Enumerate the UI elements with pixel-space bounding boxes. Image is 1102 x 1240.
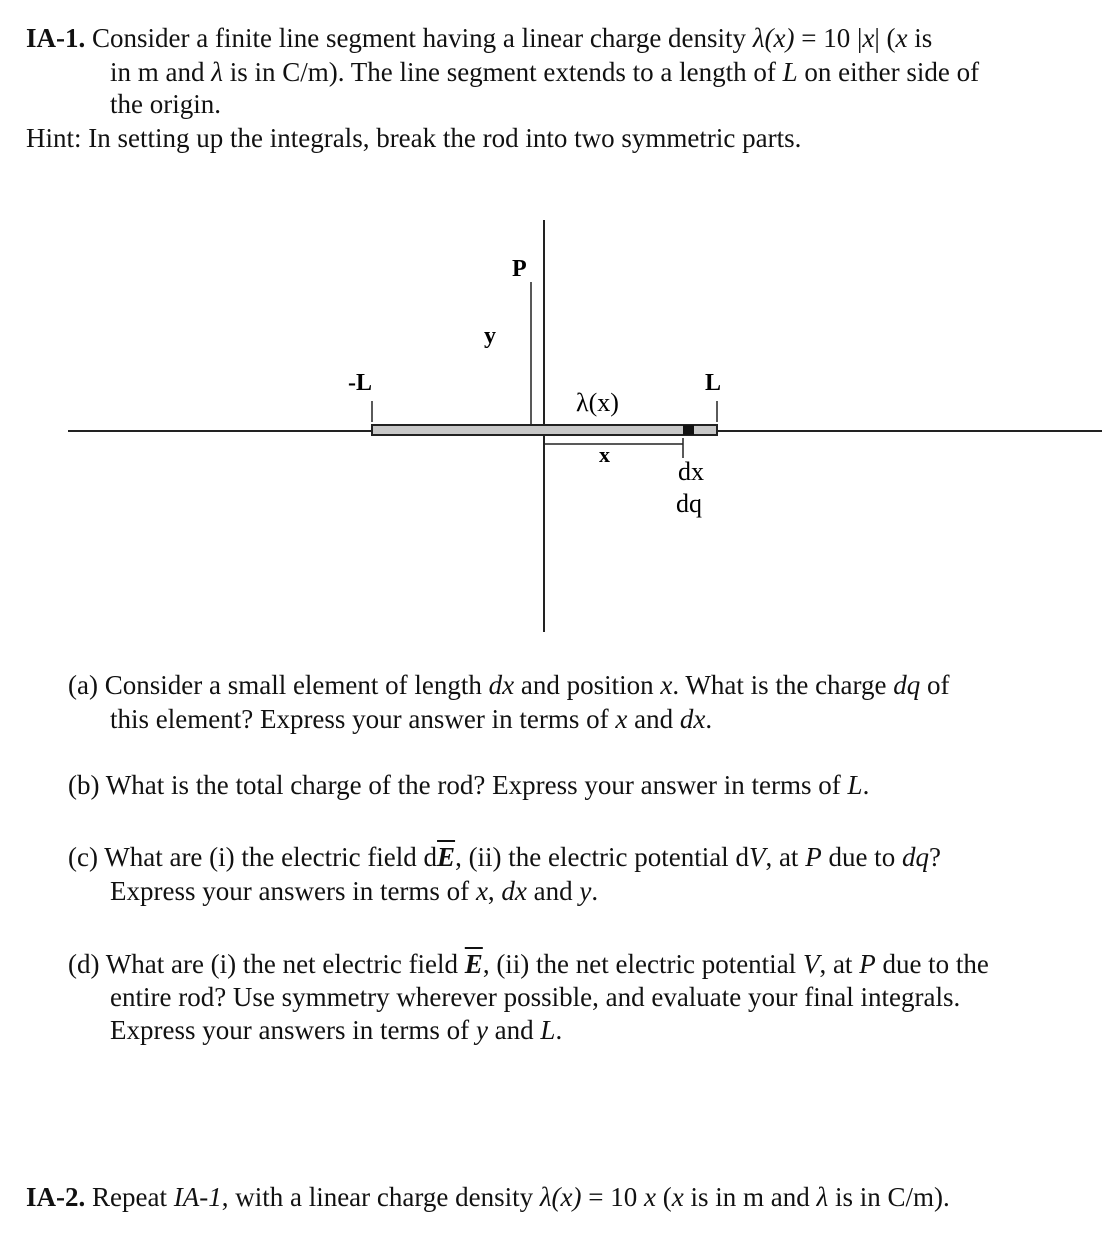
text: What are (i) the net electric field	[105, 949, 465, 979]
text: , at	[819, 949, 860, 979]
problem-1-line-1	[26, 22, 932, 54]
text: 10	[610, 1182, 645, 1212]
vector-E: $\overline{E}$	[437, 842, 456, 872]
text: .	[862, 770, 870, 800]
part-d-line-2: entire rod? Use symmetry wherever possible, and evaluate your final integrals.	[110, 982, 961, 1012]
text: .	[705, 704, 713, 734]
part-d-line-3	[110, 1014, 562, 1046]
text: and position	[514, 670, 661, 700]
text: in m and	[110, 57, 212, 87]
hint: Hint: In setting up the integrals, break the rod into two symmetric parts.	[26, 123, 802, 153]
text: due to	[821, 842, 902, 872]
text: this element? Express your answer in terms of	[110, 704, 616, 734]
text: Express your answers in terms of	[110, 876, 476, 906]
text: .	[591, 876, 599, 906]
var-V: V	[748, 842, 766, 872]
var-L: L	[847, 770, 863, 800]
part-d-label: (d)	[68, 949, 100, 979]
text: is in C/m).	[828, 1182, 950, 1212]
dx-element	[683, 425, 694, 435]
part-c-line-2	[110, 875, 598, 907]
var-x: x	[475, 876, 488, 906]
label-P: P	[512, 256, 527, 282]
equals: =	[581, 1182, 611, 1212]
part-b-label: (b)	[68, 770, 100, 800]
text: , with a linear charge density	[221, 1182, 540, 1212]
var-x: x	[895, 23, 908, 53]
equals: =	[794, 23, 824, 53]
var-x: x	[660, 670, 673, 700]
text: is in m and	[683, 1182, 817, 1212]
label-lambda: λ(x)	[576, 388, 619, 417]
var-V: V	[802, 949, 820, 979]
problem-ref: IA-1	[173, 1182, 222, 1212]
label-L: L	[705, 370, 722, 396]
var-P: P	[859, 949, 876, 979]
part-a-label: (a)	[68, 670, 98, 700]
var-x: x	[644, 1182, 656, 1212]
label-y: y	[484, 323, 496, 349]
text: , (ii) the net electric potential	[482, 949, 803, 979]
label-dq: dq	[676, 489, 702, 518]
text: and	[487, 1015, 541, 1045]
problem-2-line	[26, 1181, 950, 1213]
text: and	[627, 704, 680, 734]
label-x: x	[599, 442, 610, 467]
label-neg-L: -L	[348, 370, 372, 396]
var-L: L	[540, 1015, 556, 1045]
text: Express your answers in terms of	[110, 1015, 476, 1045]
text: ?	[928, 842, 941, 872]
text: on either side of	[797, 57, 980, 87]
var-L: L	[782, 57, 798, 87]
part-a-line-1	[68, 669, 950, 701]
text: is	[907, 23, 933, 53]
problem-1-label: IA-1.	[26, 23, 86, 53]
text: What are (i) the electric field d	[104, 842, 438, 872]
var-dq: dq	[893, 670, 921, 700]
var-P: P	[805, 842, 822, 872]
text: . What is the charge	[672, 670, 894, 700]
part-c-line-1	[68, 841, 941, 873]
part-a-line-2	[110, 703, 712, 735]
problem-1-line-3: the origin.	[110, 89, 221, 119]
var-dx: dx	[679, 704, 706, 734]
text: What is the total charge of the rod? Express your answer in terms of	[105, 770, 848, 800]
lambda-function: λ(x)	[752, 23, 795, 53]
var-x: x	[862, 23, 875, 53]
var-x: x	[615, 704, 628, 734]
var-x: x	[671, 1182, 684, 1212]
text: | (	[874, 23, 896, 53]
problem-2-label: IA-2.	[26, 1182, 86, 1212]
text: Consider a small element of length	[104, 670, 489, 700]
part-d-line-1	[68, 948, 989, 980]
text: Consider a finite line segment having a linear charge density	[92, 23, 753, 53]
lambda-function: λ(x)	[539, 1182, 582, 1212]
rod-diagram	[0, 200, 1102, 640]
var-y: y	[579, 876, 592, 906]
part-c-label: (c)	[68, 842, 98, 872]
text: due to the	[875, 949, 989, 979]
problem-1-line-2	[110, 56, 979, 88]
text: is in C/m). The line segment extends to a length of	[222, 57, 783, 87]
text: ,	[487, 876, 502, 906]
text: (	[656, 1182, 672, 1212]
text: Repeat	[92, 1182, 174, 1212]
text: 10 |	[823, 23, 863, 53]
text: , at	[765, 842, 806, 872]
var-dx: dx	[501, 876, 527, 906]
var-dq: dq	[901, 842, 929, 872]
var-dx: dx	[488, 670, 515, 700]
text: of	[920, 670, 950, 700]
var-y: y	[475, 1015, 488, 1045]
charged-rod	[372, 425, 717, 435]
var-lambda: λ	[211, 57, 223, 87]
text: .	[555, 1015, 563, 1045]
text: , (ii) the electric potential d	[455, 842, 749, 872]
var-lambda: λ	[816, 1182, 829, 1212]
part-b-line-1	[68, 769, 869, 801]
vector-E: $\overline{E}$	[464, 949, 483, 979]
label-dx: dx	[678, 457, 704, 486]
text: and	[526, 876, 580, 906]
